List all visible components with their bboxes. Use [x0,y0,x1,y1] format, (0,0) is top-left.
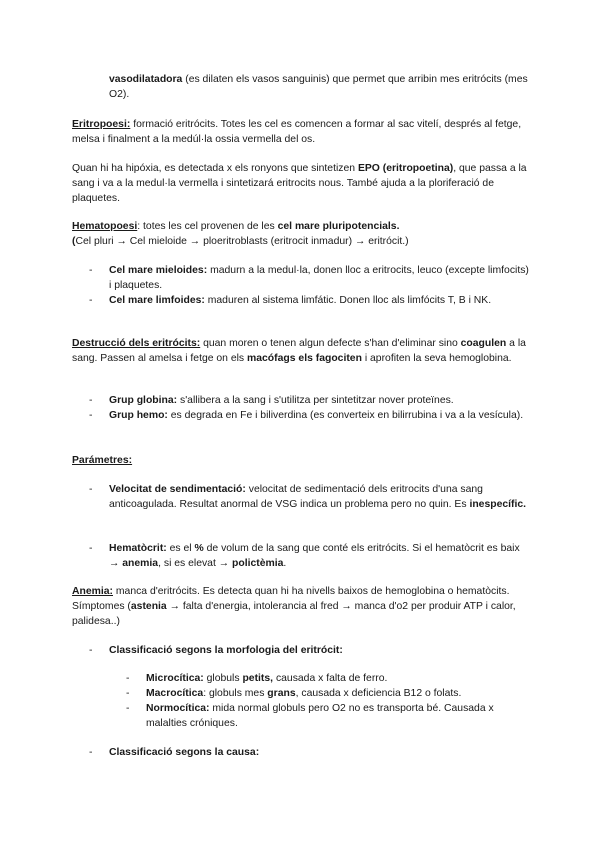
list-item-text: : globuls mes [203,688,268,699]
list-item-vsg [109,482,529,512]
list-item-text: es el [166,543,195,554]
list-dash: - [89,295,93,306]
anemia-heading: Anemia: [72,586,113,597]
list-item-text: . [283,558,287,569]
hematopoesi-heading: Hematopoesi [72,221,138,232]
list-item-bold-2: inespecífic. [469,499,527,510]
list-item-bold: Macrocítica [146,688,204,699]
intro-text: (es dilaten els vasos sanguinis) que permet que arribin mes eritrócits (mes O2). [109,74,528,100]
destruccio-heading: Destrucció dels eritrócits: [72,338,201,349]
eritropoesi-heading: Eritropoesi: [72,119,131,130]
intro-paragraph [109,72,529,102]
list-item-bold: Classificació segons la causa: [109,747,260,758]
hematopoesi-chain: Cel pluri → Cel mieloide → ploeritroblasts (eritrocit inmadur) → eritrócit.) [75,236,409,247]
list-item-text: , causada x deficiencia B12 o folats. [295,688,462,699]
list-dash: - [126,703,130,714]
list-item-text: es degrada en Fe i biliverdina (es converteix en bilirrubina i va a la vesícula). [167,410,524,421]
list-dash: - [126,688,130,699]
list-item-text: maduren al sistema limfátic. Donen lloc als limfócits T, B i NK. [204,295,492,306]
percent-symbol: % [194,543,204,554]
parametres-heading: Parámetres: [72,455,133,466]
list-item-text: de volum de la sang que conté els eritrócits. Si el hematòcrit es baix → [109,543,520,569]
anemia-bold: astenia [130,601,167,612]
list-item-limfoides [109,293,529,308]
intro-bold: vasodilatadora [109,74,183,85]
list-dash: - [89,645,93,656]
list-item-bold: Cel mare mieloides: [109,265,208,276]
list-item-bold: Grup hemo: [109,410,168,421]
list-item-text: madurn a la medul·la, donen lloc a eritrocits, leuco (excepte limfocits) i plaquetes. [109,265,529,291]
list-item-text: velocitat de sedimentació dels eritrocits d'una sang anticoagulada. Resultat anormal de VSG indica un problema pero no quin. Es [109,484,483,510]
list-item-bold: Hematòcrit: [109,543,167,554]
list-item-mieloides [109,263,529,293]
hipoxia-bold: EPO (eritropoetina) [357,163,454,174]
list-item-text: globuls [203,673,243,684]
list-item-text: causada x falta de ferro. [273,673,388,684]
hematopoesi-text: : totes les cel provenen de les [137,221,278,232]
anemia-bold: anemia [122,558,159,569]
anemia-text-2: → falta d'energia, intolerancia al fred → manca d'o2 per produir ATP i calor, palidesa..) [72,601,516,627]
destruccio-text-2: a la sang. Passen al amelsa i fetge on els [72,338,526,364]
list-item-hemo [109,408,529,423]
destruccio-text-1: quan moren o tenen algun defecte s'han d'eliminar sino [200,338,461,349]
list-item-bold-2: petits, [242,673,274,684]
list-item-normocitica [146,701,526,731]
list-item-text: , si es elevat → [158,558,233,569]
destruccio-paragraph [72,336,532,366]
anemia-paragraph [72,584,532,629]
list-dash: - [89,543,93,554]
list-dash: - [126,673,130,684]
list-dash: - [89,747,93,758]
list-item-bold: Velocitat de sendimentació: [109,484,246,495]
hipoxia-text-2: , que passa a la sang i va a la medul·la vermella i sintetizará eritrocits nous. També ajuda a la ploriferació de plaquetes. [72,163,527,204]
list-dash: - [89,265,93,276]
list-item-bold: Normocítica: [146,703,210,714]
list-item-text: s'allibera a la sang i s'utilitza per sintetitzar nover proteïnes. [177,395,454,406]
list-item-bold: Grup globina: [109,395,178,406]
classification-morphology [109,643,529,658]
list-item-hematocrit [109,541,529,571]
list-item-text: mida normal globuls pero O2 no es transporta bé. Causada x malalties cróniques. [146,703,494,729]
hematopoesi-bold: cel mare pluripotencials. [277,221,400,232]
parametres-paragraph [72,453,532,468]
hipoxia-paragraph [72,161,532,206]
list-dash: - [89,395,93,406]
list-item-globina [109,393,529,408]
list-item-bold: Classificació segons la morfologia del eritrócit: [109,645,343,656]
list-dash: - [89,410,93,421]
list-item-bold: Cel mare limfoides: [109,295,205,306]
hipoxia-text-1: Quan hi ha hipóxia, es detectada x els ronyons que sintetizen [72,163,358,174]
list-item-microcitica [146,671,526,686]
destruccio-bold-2: macófags els fagociten [247,353,362,364]
list-item-bold-2: grans [267,688,296,699]
hematopoesi-paragraph [72,219,532,249]
list-item-bold: Microcítica: [146,673,204,684]
list-dash: - [89,484,93,495]
classification-cause [109,745,529,760]
anemia-text-1: manca d'eritrócits. Es detecta quan hi ha nivells baixos de hemoglobina o hematòcits. Símptomes ( [72,586,510,612]
list-item-macrocitica [146,686,526,701]
hematopoesi-paren: ( [72,236,76,247]
eritropoesi-paragraph [72,117,532,147]
destruccio-text-3: i aprofiten la seva hemoglobina. [361,353,512,364]
polictemia-bold: polictèmia [232,558,284,569]
eritropoesi-text: formació eritrócits. Totes les cel es comencen a formar al sac vitelí, després al fetge, melsa i finalment a la medúl·la ossia vermella del os. [72,119,522,145]
destruccio-bold-1: coagulen [460,338,507,349]
